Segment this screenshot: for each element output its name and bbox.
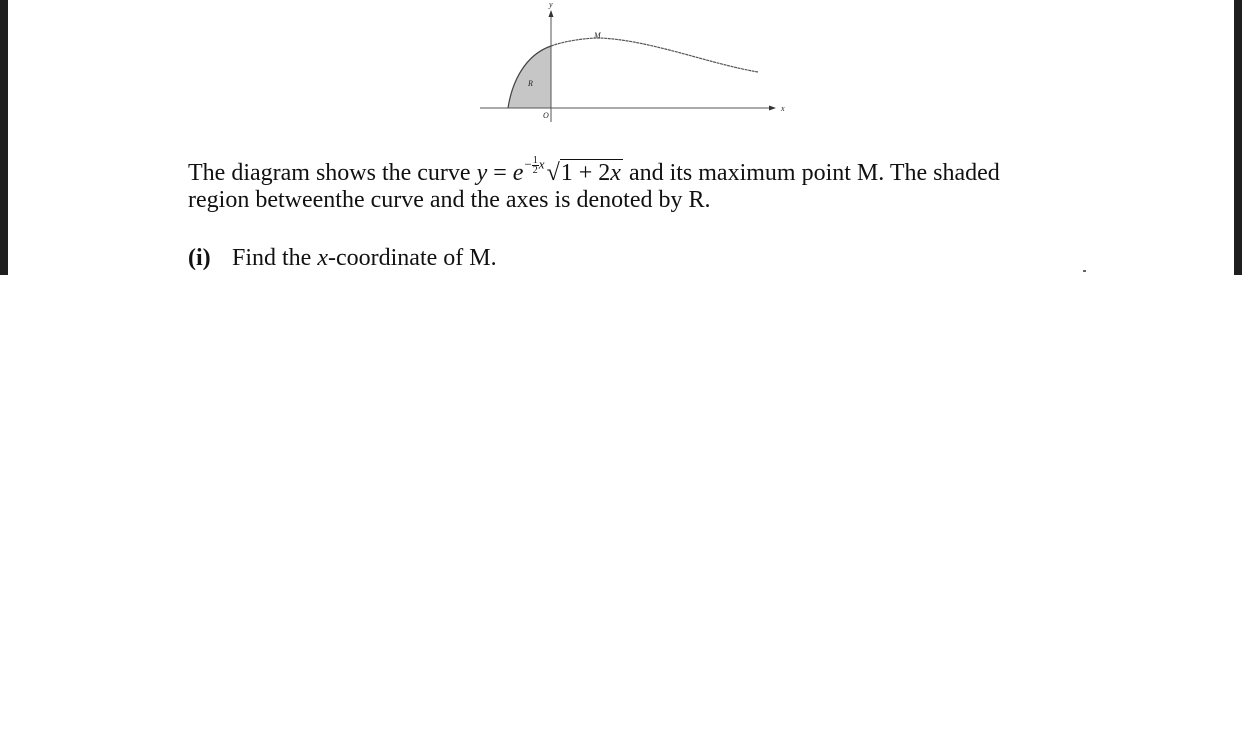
question-stem	[188, 154, 1068, 214]
stray-mark	[1083, 270, 1086, 272]
exp-sign: −	[524, 156, 532, 171]
radicand	[560, 159, 623, 186]
right-dark-border	[1234, 0, 1242, 275]
eq-lhs: y	[476, 160, 488, 186]
region-label: R	[528, 79, 533, 88]
y-axis-arrow	[549, 10, 554, 17]
exp-denominator: 2	[532, 164, 538, 176]
curve-right-branch	[551, 38, 758, 72]
question-line-2: region betweenthe curve and the axes is denoted by R.	[188, 187, 711, 213]
max-point-label: M	[594, 31, 601, 40]
question-line-1	[188, 154, 1068, 187]
part-i-number: (i)	[188, 245, 211, 271]
part-i	[188, 244, 497, 272]
eq-exponent	[524, 156, 544, 175]
part-i-text-before: Find the	[232, 245, 318, 271]
exp-fraction	[532, 156, 539, 175]
eq-equals: =	[487, 160, 513, 186]
part-i-var: x	[317, 245, 328, 271]
origin-label: O	[543, 111, 549, 120]
shaded-region-r	[508, 46, 551, 108]
intro-before: The diagram shows the curve	[188, 160, 477, 186]
part-i-text-after: -coordinate of M.	[328, 245, 497, 271]
radical-sign: √	[546, 160, 560, 186]
curve-diagram	[470, 0, 800, 125]
left-dark-border	[0, 0, 8, 275]
equation	[476, 154, 623, 186]
x-axis-arrow	[769, 106, 776, 111]
exp-var: x	[538, 156, 545, 171]
y-axis-label: y	[549, 0, 553, 9]
x-axis-label: x	[781, 104, 785, 113]
radicand-var: x	[610, 160, 621, 186]
radicand-const: 1 + 2	[560, 160, 611, 186]
exp-numerator: 1	[532, 154, 538, 166]
eq-base: e	[512, 160, 524, 186]
intro-after: and its maximum point M. The shaded	[622, 160, 1000, 186]
